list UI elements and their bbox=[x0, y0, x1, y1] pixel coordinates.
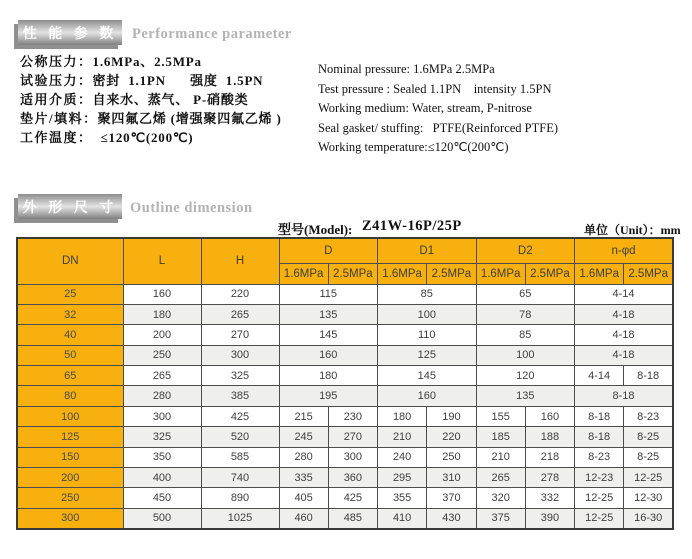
dn-cell: 200 bbox=[17, 468, 123, 488]
cell-nd-25mpa: 16-30 bbox=[624, 508, 673, 528]
cell-d-25mpa: 270 bbox=[328, 427, 377, 447]
table-row bbox=[17, 447, 673, 467]
cell-d: 180 bbox=[279, 366, 378, 386]
spec-label: 垫片/填料： bbox=[20, 111, 98, 126]
cell-l: 400 bbox=[123, 468, 201, 488]
dimension-table-wrap bbox=[16, 237, 674, 530]
cell-d-16mpa: 335 bbox=[279, 468, 328, 488]
model-value: Z41W-16P/25P bbox=[362, 218, 462, 234]
cell-d1-25mpa: 430 bbox=[427, 508, 476, 528]
cell-d2-16mpa: 185 bbox=[476, 427, 525, 447]
cell-l: 180 bbox=[123, 304, 201, 324]
cell-d1-16mpa: 210 bbox=[378, 427, 427, 447]
cell-d2-16mpa: 375 bbox=[476, 508, 525, 528]
cell-nd-16mpa: 12-25 bbox=[575, 508, 624, 528]
cell-l: 265 bbox=[123, 366, 201, 386]
dn-cell: 80 bbox=[17, 386, 123, 406]
performance-badge-text: 性 能 参 数 bbox=[22, 26, 118, 42]
col-header-d1: D1 bbox=[378, 238, 477, 263]
cell-nd: 4-14 bbox=[575, 284, 674, 304]
cell-nd: 4-18 bbox=[575, 325, 674, 345]
en-spec-line-nominal-pressure: Nominal pressure: 1.6MPa 2.5MPa bbox=[318, 62, 495, 76]
spec-line-working-medium bbox=[20, 90, 282, 109]
col-header-nphid: n-φd bbox=[575, 238, 674, 263]
spec-label: 试验压力： bbox=[20, 73, 93, 88]
cell-d-16mpa: 245 bbox=[279, 427, 328, 447]
spec-label: 工作温度： bbox=[20, 130, 93, 145]
cell-d1-16mpa: 240 bbox=[378, 447, 427, 467]
cell-d1-16mpa: 410 bbox=[378, 508, 427, 528]
dimension-table-body bbox=[17, 284, 673, 529]
cell-d2: 100 bbox=[476, 345, 575, 365]
cell-d1: 145 bbox=[378, 366, 477, 386]
cell-d1-25mpa: 310 bbox=[427, 468, 476, 488]
cell-h: 220 bbox=[201, 284, 279, 304]
subheader-d2-16: 1.6MPa bbox=[476, 263, 525, 284]
cell-d2: 120 bbox=[476, 366, 575, 386]
spec-line-working-temperature bbox=[20, 128, 282, 147]
col-header-d: D bbox=[279, 238, 378, 263]
cell-d1-25mpa: 250 bbox=[427, 447, 476, 467]
en-spec-line-working-temperature: Working temperature:≤120℃(200℃) bbox=[318, 140, 509, 154]
cell-nd-25mpa: 8-25 bbox=[624, 447, 673, 467]
spec-value: 1.6MPa、2.5MPa bbox=[92, 54, 202, 69]
table-row bbox=[17, 284, 673, 304]
cell-d1: 125 bbox=[378, 345, 477, 365]
cell-d-16mpa: 460 bbox=[279, 508, 328, 528]
dn-cell: 32 bbox=[17, 304, 123, 324]
spec-line-test-pressure bbox=[20, 71, 282, 90]
cell-h: 385 bbox=[201, 386, 279, 406]
cell-l: 250 bbox=[123, 345, 201, 365]
table-row bbox=[17, 406, 673, 426]
cell-nd-25mpa: 12-30 bbox=[624, 488, 673, 508]
cell-l: 325 bbox=[123, 427, 201, 447]
cell-d1-25mpa: 220 bbox=[427, 427, 476, 447]
cell-l: 160 bbox=[123, 284, 201, 304]
cell-d1-25mpa: 190 bbox=[427, 406, 476, 426]
table-row bbox=[17, 386, 673, 406]
model-line bbox=[0, 218, 692, 236]
spec-value: 聚四氟乙烯 (增强聚四氟乙烯 ) bbox=[97, 111, 282, 126]
cell-d2-16mpa: 155 bbox=[476, 406, 525, 426]
dn-cell: 40 bbox=[17, 325, 123, 345]
table-row bbox=[17, 366, 673, 386]
cell-h: 265 bbox=[201, 304, 279, 324]
subheader-d1-16: 1.6MPa bbox=[378, 263, 427, 284]
cell-h: 325 bbox=[201, 366, 279, 386]
cell-d2: 85 bbox=[476, 325, 575, 345]
cell-nd-16mpa: 8-23 bbox=[575, 447, 624, 467]
en-spec-line-working-medium: Working medium: Water, stream, P-nitrose bbox=[318, 101, 532, 115]
col-header-l: L bbox=[123, 238, 201, 284]
cell-nd-16mpa: 8-18 bbox=[575, 406, 624, 426]
cell-d1: 110 bbox=[378, 325, 477, 345]
model-label: 型号(Model): bbox=[278, 222, 353, 237]
cell-d1-16mpa: 355 bbox=[378, 488, 427, 508]
dn-cell: 300 bbox=[17, 508, 123, 528]
spec-value: ≤120℃(200℃) bbox=[92, 130, 194, 145]
en-spec-line-test-pressure: Test pressure : Sealed 1.1PN intensity 1.5PN bbox=[318, 81, 552, 96]
subheader-nphid-16: 1.6MPa bbox=[575, 263, 624, 284]
cell-d-25mpa: 425 bbox=[328, 488, 377, 508]
cell-h: 740 bbox=[201, 468, 279, 488]
cell-d1: 160 bbox=[378, 386, 477, 406]
spec-value: 自来水、蒸气、 P-硝酸类 bbox=[92, 92, 249, 107]
cell-d2-25mpa: 390 bbox=[525, 508, 574, 528]
cell-nd-16mpa: 12-25 bbox=[575, 488, 624, 508]
cell-nd: 8-18 bbox=[575, 386, 674, 406]
subheader-d-25: 2.5MPa bbox=[328, 263, 377, 284]
cell-d-25mpa: 300 bbox=[328, 447, 377, 467]
cell-l: 500 bbox=[123, 508, 201, 528]
cell-d-25mpa: 485 bbox=[328, 508, 377, 528]
cell-l: 350 bbox=[123, 447, 201, 467]
dn-cell: 250 bbox=[17, 488, 123, 508]
outline-badge-text: 外 形 尺 寸 bbox=[22, 200, 118, 216]
performance-badge bbox=[18, 20, 122, 45]
cell-d2-16mpa: 320 bbox=[476, 488, 525, 508]
cell-h: 890 bbox=[201, 488, 279, 508]
dimension-table bbox=[16, 237, 674, 530]
cell-d-16mpa: 215 bbox=[279, 406, 328, 426]
subheader-nphid-25: 2.5MPa bbox=[624, 263, 673, 284]
table-row bbox=[17, 488, 673, 508]
subheader-d1-25: 2.5MPa bbox=[427, 263, 476, 284]
spec-label: 公称压力： bbox=[20, 54, 93, 69]
dn-cell: 65 bbox=[17, 366, 123, 386]
col-header-dn: DN bbox=[17, 238, 123, 284]
cell-d1: 85 bbox=[378, 284, 477, 304]
cell-nd-16mpa: 8-18 bbox=[575, 427, 624, 447]
cell-d1-25mpa: 370 bbox=[427, 488, 476, 508]
dimension-table-head bbox=[17, 238, 673, 284]
cell-nd: 4-18 bbox=[575, 304, 674, 324]
cell-l: 200 bbox=[123, 325, 201, 345]
cell-d1-16mpa: 295 bbox=[378, 468, 427, 488]
col-header-d2: D2 bbox=[476, 238, 575, 263]
cell-d: 195 bbox=[279, 386, 378, 406]
cell-d-25mpa: 360 bbox=[328, 468, 377, 488]
table-row bbox=[17, 508, 673, 528]
unit-label: 单位（Unit）：mm bbox=[584, 223, 681, 237]
performance-en-specs bbox=[318, 60, 558, 158]
performance-cn-specs bbox=[20, 52, 282, 147]
table-row bbox=[17, 325, 673, 345]
cell-d2-25mpa: 188 bbox=[525, 427, 574, 447]
cell-d2: 78 bbox=[476, 304, 575, 324]
cell-d: 115 bbox=[279, 284, 378, 304]
table-row bbox=[17, 345, 673, 365]
cell-d1: 100 bbox=[378, 304, 477, 324]
cell-d2-16mpa: 210 bbox=[476, 447, 525, 467]
cell-d2-16mpa: 265 bbox=[476, 468, 525, 488]
cell-nd: 4-18 bbox=[575, 345, 674, 365]
spec-value: 密封 1.1PN 强度 1.5PN bbox=[92, 73, 264, 88]
cell-nd-25mpa: 8-25 bbox=[624, 427, 673, 447]
subheader-d2-25: 2.5MPa bbox=[525, 263, 574, 284]
dn-cell: 150 bbox=[17, 447, 123, 467]
cell-d-25mpa: 230 bbox=[328, 406, 377, 426]
col-header-h: H bbox=[201, 238, 279, 284]
cell-nd-16mpa: 4-14 bbox=[575, 366, 624, 386]
dn-cell: 25 bbox=[17, 284, 123, 304]
cell-h: 520 bbox=[201, 427, 279, 447]
cell-l: 280 bbox=[123, 386, 201, 406]
cell-d1-16mpa: 180 bbox=[378, 406, 427, 426]
spec-line-gasket-stuffing bbox=[20, 109, 282, 128]
cell-nd-16mpa: 12-23 bbox=[575, 468, 624, 488]
cell-h: 1025 bbox=[201, 508, 279, 528]
cell-d2-25mpa: 332 bbox=[525, 488, 574, 508]
dn-cell: 100 bbox=[17, 406, 123, 426]
cell-d: 135 bbox=[279, 304, 378, 324]
spec-line-nominal-pressure bbox=[20, 52, 282, 71]
outline-badge-en: Outline dimension bbox=[130, 200, 253, 216]
table-row bbox=[17, 468, 673, 488]
dn-cell: 50 bbox=[17, 345, 123, 365]
cell-h: 300 bbox=[201, 345, 279, 365]
cell-nd-25mpa: 8-23 bbox=[624, 406, 673, 426]
cell-d2-25mpa: 160 bbox=[525, 406, 574, 426]
cell-d-16mpa: 280 bbox=[279, 447, 328, 467]
cell-d2: 65 bbox=[476, 284, 575, 304]
cell-nd-25mpa: 12-25 bbox=[624, 468, 673, 488]
cell-h: 270 bbox=[201, 325, 279, 345]
table-row bbox=[17, 427, 673, 447]
outline-badge bbox=[18, 194, 122, 219]
cell-d2-25mpa: 218 bbox=[525, 447, 574, 467]
cell-h: 585 bbox=[201, 447, 279, 467]
cell-nd-25mpa: 8-18 bbox=[624, 366, 673, 386]
cell-d2: 135 bbox=[476, 386, 575, 406]
dn-cell: 125 bbox=[17, 427, 123, 447]
cell-d: 145 bbox=[279, 325, 378, 345]
cell-d2-25mpa: 278 bbox=[525, 468, 574, 488]
cell-l: 300 bbox=[123, 406, 201, 426]
cell-h: 425 bbox=[201, 406, 279, 426]
table-row bbox=[17, 304, 673, 324]
cell-d: 160 bbox=[279, 345, 378, 365]
cell-l: 450 bbox=[123, 488, 201, 508]
performance-badge-en: Performance parameter bbox=[132, 26, 292, 42]
spec-label: 适用介质： bbox=[20, 92, 93, 107]
subheader-d-16: 1.6MPa bbox=[279, 263, 328, 284]
cell-d-16mpa: 405 bbox=[279, 488, 328, 508]
en-spec-line-seal-gasket: Seal gasket/ stuffing: PTFE(Reinforced PTFE) bbox=[318, 120, 559, 135]
